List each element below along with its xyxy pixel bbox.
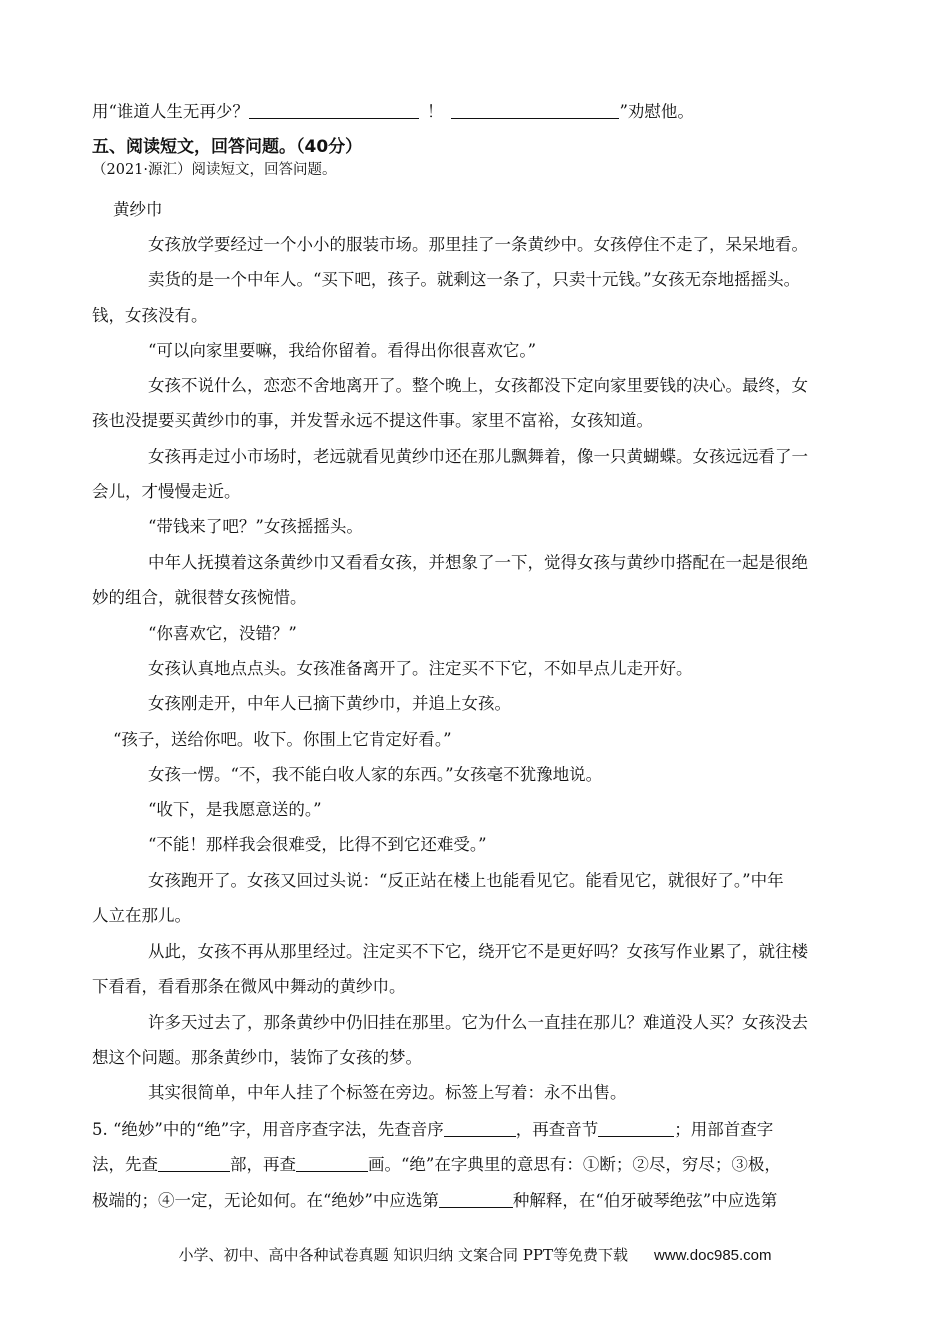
prev-question-mid: ！ [426,102,444,121]
story-line: 从此，女孩不再从那里经过。注定买不下它，绕开它不是更好吗？女孩写作业累了，就往楼 [148,942,808,961]
prev-question-prefix: 用“谁道人生无再少？ [92,102,249,121]
question-5-line-2 [92,1153,781,1176]
story-line: 其实很简单，中年人挂了个标签在旁边。标签上写着：永不出售。 [148,1083,627,1102]
story-line: 卖货的是一个中年人。“买下吧，孩子。就剩这一条了，只卖十元钱。”女孩无奈地摇摇头。 [148,270,801,289]
story-line: 女孩不说什么，恋恋不舍地离开了。整个晚上，女孩都没下定向家里要钱的决心。最终，女 [148,376,808,395]
story-title: 黄纱巾 [113,200,163,219]
answer-blank[interactable] [451,100,619,119]
footer-url[interactable]: www.doc985.com [653,1247,772,1264]
story-line: 孩也没提要买黄纱巾的事，并发誓永远不提这件事。家里不富裕，女孩知道。 [92,411,653,430]
section-heading: 五、阅读短文，回答问题。（40分） [92,137,363,157]
question-text: 部，再查 [230,1155,296,1174]
story-line: 女孩再走过小市场时，老远就看见黄纱巾还在那儿飘舞着，像一只黄蝴蝶。女孩远远看了一 [148,447,808,466]
question-5-line-1 [92,1118,773,1141]
story-line: 女孩跑开了。女孩又回过头说：“反正站在楼上也能看见它。能看见它，就很好了。”中年 [148,871,784,890]
question-text: 法，先查 [92,1155,158,1174]
question-text: 5. “绝妙”中的“绝”字，用音序查字法，先查音序 [92,1120,444,1139]
story-line: 下看看，看看那条在微风中舞动的黄纱巾。 [92,977,406,996]
answer-blank[interactable] [158,1153,230,1172]
question-text: ；用部首查字 [674,1120,774,1139]
story-line: 中年人抚摸着这条黄纱巾又看看女孩，并想象了一下，觉得女孩与黄纱巾搭配在一起是很绝 [148,553,808,572]
prev-question-line [92,100,694,123]
story-line: 人立在那儿。 [92,906,191,925]
story-line: 会儿，才慢慢走近。 [92,482,241,501]
prev-question-suffix: ”劝慰他。 [619,102,694,121]
footer-text: 小学、初中、高中各种试卷真题 知识归纳 文案合同 PPT等免费下载 [178,1246,628,1264]
story-line: 女孩一愣。“不，我不能白收人家的东西。”女孩毫不犹豫地说。 [148,765,603,784]
story-line: “可以向家里要嘛，我给你留着。看得出你很喜欢它。” [148,341,537,360]
story-line: 女孩放学要经过一个小小的服装市场。那里挂了一条黄纱中。女孩停住不走了，呆呆地看。 [148,235,808,254]
question-text: 画。“绝”在字典里的意思有：①断；②尽，穷尽；③极， [368,1155,781,1174]
question-text: ，再查音节 [515,1120,599,1139]
section-source: （2021·源汇）阅读短文，回答问题。 [92,162,337,178]
story-line: 女孩认真地点点头。女孩准备离开了。注定买不下它，不如早点儿走开好。 [148,659,693,678]
question-5-line-3 [92,1189,777,1212]
question-text: 种解释，在“伯牙破琴绝弦”中应选第 [512,1191,778,1210]
page-footer [0,1244,950,1265]
story-line: 钱，女孩没有。 [92,306,208,325]
answer-blank[interactable] [444,1118,516,1137]
answer-blank[interactable] [296,1153,368,1172]
story-line: 许多天过去了，那条黄纱中仍旧挂在那里。它为什么一直挂在那儿？难道没人买？女孩没去 [148,1013,808,1032]
story-line: 女孩刚走开，中年人已摘下黄纱巾，并追上女孩。 [148,694,511,713]
question-text: 极端的；④一定，无论如何。在“绝妙”中应选第 [92,1191,439,1210]
story-line: 想这个问题。那条黄纱巾，装饰了女孩的梦。 [92,1048,422,1067]
story-line: “你喜欢它，没错？” [148,624,297,643]
story-line: “收下，是我愿意送的。” [148,800,322,819]
story-line: “带钱来了吧？”女孩摇摇头。 [148,517,363,536]
answer-blank[interactable] [249,100,419,119]
story-line: “孩子，送给你吧。收下。你围上它肯定好看。” [113,730,452,749]
answer-blank[interactable] [598,1118,674,1137]
story-line: “不能！那样我会很难受，比得不到它还难受。” [148,835,487,854]
answer-blank[interactable] [439,1189,513,1208]
story-line: 妙的组合，就很替女孩惋惜。 [92,588,307,607]
